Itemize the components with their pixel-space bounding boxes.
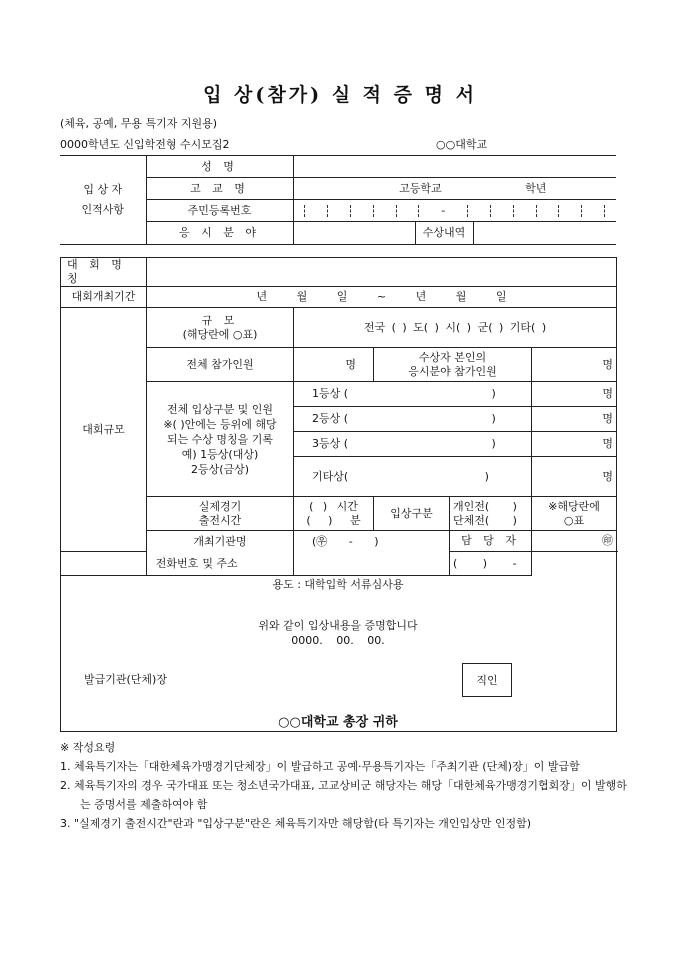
- division-line1: 전체 입상구분 및 인원: [166, 402, 274, 416]
- field-count-label-line2: 응시분야 참가인원: [408, 364, 497, 378]
- host-address-field[interactable]: (㉾ - ): [294, 531, 450, 576]
- field-participants-label: [374, 348, 532, 382]
- scope-label-line1: 규 모: [201, 313, 239, 327]
- play-time-line1: 실제경기: [198, 499, 242, 513]
- award-value[interactable]: [473, 222, 616, 245]
- id-number-field[interactable]: [293, 200, 616, 222]
- university-name-top: ○○대학교: [436, 138, 488, 151]
- rank-other-close: ): [484, 469, 489, 483]
- field-count-unit: 명: [602, 357, 613, 371]
- hour-value: ( ) 시간: [309, 499, 358, 513]
- seal-mark: ㊞: [602, 534, 613, 547]
- scope-options[interactable]: 전국 ( ) 도( ) 시( ) 군( ) 기타( ): [294, 308, 617, 348]
- award-label: 수상내역: [415, 222, 473, 245]
- official-stamp-box: 직인: [462, 663, 512, 697]
- play-time-line2: 출전시간: [198, 513, 242, 527]
- rank-2-field[interactable]: [294, 407, 532, 432]
- total-participants-field[interactable]: [294, 348, 374, 382]
- name-field[interactable]: [293, 156, 616, 178]
- competition-name-label: 대 회 명 칭: [61, 258, 147, 287]
- rank-2-unit: 명: [532, 407, 617, 432]
- mark-note: [532, 497, 617, 531]
- applicant-group-label: [60, 156, 146, 245]
- scope-label: [147, 308, 294, 348]
- grade-suffix: 학년: [525, 181, 547, 195]
- note-item-3: 3. "실제경기 출전시간"란과 "입상구분"란은 체육특기자만 해당함(타 특기자는 개인입상만 인정함): [60, 817, 532, 830]
- school-label: 고 교 명: [146, 178, 293, 200]
- rank-1-field[interactable]: [294, 382, 532, 407]
- period-value[interactable]: 년 월 일 ~ 년 월 일: [147, 287, 617, 308]
- rank-2-label: 2등상 (: [312, 412, 349, 425]
- usage-text: 용도 : 대학입학 서류심사용: [272, 578, 404, 591]
- manager-field[interactable]: [532, 531, 617, 552]
- rank-3-field[interactable]: [294, 432, 532, 457]
- id-number-label: 주민등록번호: [146, 200, 293, 222]
- scope-label-line2: (해당란에 ○표): [182, 327, 258, 341]
- division-line5: 2등상(금상): [190, 462, 250, 476]
- competition-name-field[interactable]: [147, 258, 617, 287]
- field-count-label-line1: 수상자 본인의: [418, 350, 487, 364]
- group-label-line2: 인적사항: [81, 203, 124, 216]
- individual-option[interactable]: 개인전( ): [453, 499, 517, 513]
- school-field[interactable]: [293, 178, 616, 200]
- rank-other-unit: 명: [532, 457, 617, 497]
- document-title: 입 상(참가) 실 적 증 명 서: [203, 84, 477, 106]
- minute-value: ( ) 분: [306, 513, 361, 527]
- program-name: 0000학년도 신입학전형 수시모집2: [60, 138, 230, 151]
- group-label-line1: 입 상 자: [83, 183, 123, 196]
- field-value[interactable]: [293, 222, 415, 245]
- applicant-info-table: [60, 155, 616, 245]
- manager-label: 담 당 자: [450, 531, 532, 552]
- rank-3-close: ): [491, 437, 496, 450]
- play-time-field[interactable]: [294, 497, 374, 531]
- phone-field[interactable]: ( ) -: [450, 552, 532, 576]
- host-label-line1: 개최기관명: [193, 535, 247, 548]
- play-time-label: [147, 497, 294, 531]
- host-label-line2: 및 주소: [202, 557, 238, 570]
- rank-1-label: 1등상 (: [312, 387, 349, 400]
- notes-section: [60, 738, 630, 833]
- addressee: ○○대학교 총장 귀하: [278, 715, 398, 730]
- id-dash: -: [441, 203, 446, 217]
- field-label: 응 시 분 야: [146, 222, 293, 245]
- note-item-2: 2. 체육특기자의 경우 국가대표 또는 청소년국가대표, 고교상비군 해당자는 해당「대한체육가맹경기협회장」이 발행하는 증명서를 제출하여야 함: [60, 779, 627, 811]
- notes-header: ※ 작성요령: [60, 741, 116, 754]
- division-line4: 예) 1등상(대상): [181, 447, 259, 461]
- competition-table: [60, 257, 617, 576]
- rank-1-close: ): [491, 387, 496, 400]
- scale-label: 대회규모: [61, 308, 147, 552]
- issuer-label: 발급기관(단체)장: [84, 673, 167, 686]
- division-label: [147, 382, 294, 497]
- division-line3: 되는 수상 명칭을 기록: [166, 432, 274, 446]
- issue-date: 0000. 00. 00.: [291, 634, 385, 647]
- period-label: 대회개최기간: [61, 287, 147, 308]
- total-participants-label: 전체 참가인원: [147, 348, 294, 382]
- award-type-field[interactable]: [450, 497, 532, 531]
- phone-label: 전화번호: [61, 552, 294, 576]
- team-option[interactable]: 단체전( ): [453, 513, 517, 527]
- rank-1-unit: 명: [532, 382, 617, 407]
- award-type-label: 입상구분: [374, 497, 450, 531]
- rank-other-field[interactable]: [294, 457, 532, 497]
- rank-3-unit: 명: [532, 432, 617, 457]
- statement-text: 위와 같이 입상내용을 증명합니다: [258, 619, 418, 632]
- division-line2: ※( )안에는 등위에 해당: [163, 417, 277, 431]
- rank-2-close: ): [491, 412, 496, 425]
- rank-other-label: 기타상(: [312, 469, 349, 483]
- name-label: 성 명: [146, 156, 293, 178]
- rank-3-label: 3등상 (: [312, 437, 349, 450]
- total-unit: 명: [345, 357, 356, 371]
- note-item-1: 1. 체육특기자는「대한체육가맹경기단체장」이 발급하고 공예·무용특기자는「주최기관 (단체)장」이 발급함: [60, 760, 580, 773]
- subtitle: (체육, 공예, 무용 특기자 지원용): [60, 117, 218, 130]
- mark-note-line2: ○표: [563, 513, 585, 527]
- school-suffix: 고등학교: [399, 181, 442, 195]
- mark-note-line1: ※해당란에: [548, 499, 600, 513]
- field-participants-field[interactable]: [532, 348, 617, 382]
